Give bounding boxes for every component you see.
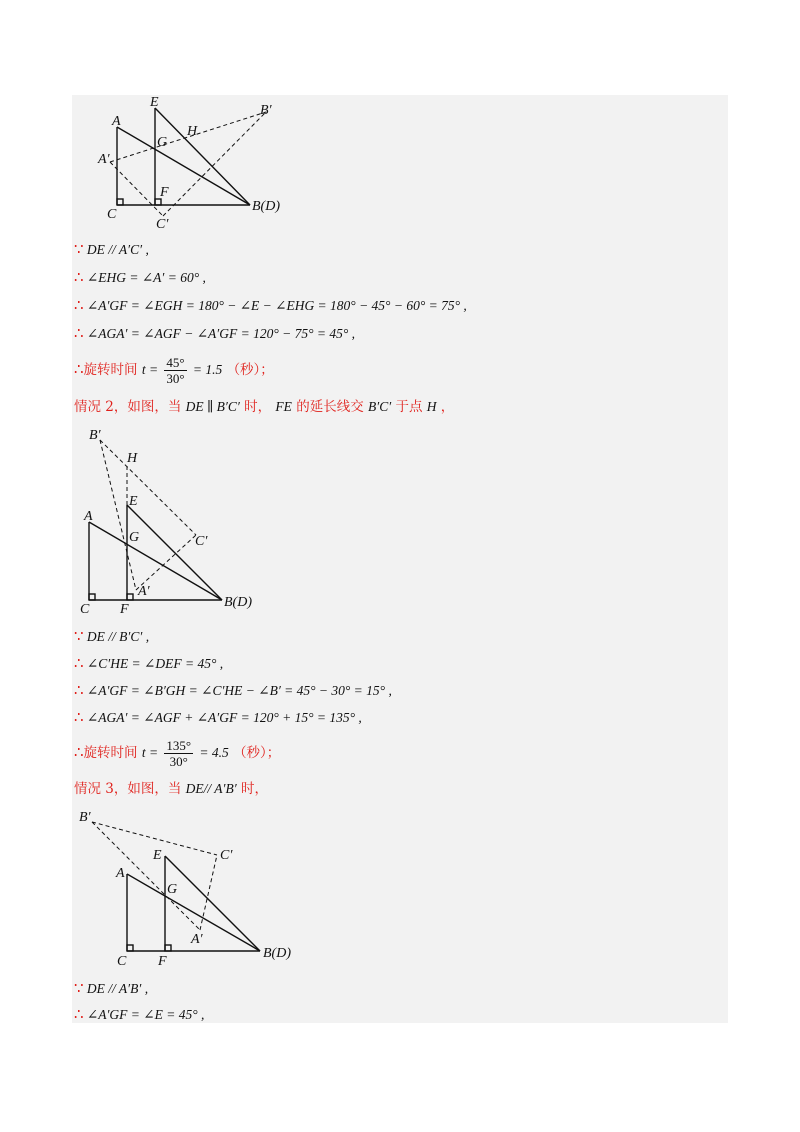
label-A-prime: A′ [191, 932, 203, 947]
label-F: F [158, 954, 167, 969]
label-BD: B(D) [224, 595, 252, 610]
figure-case-2 [78, 425, 268, 615]
label-H: H [187, 124, 198, 139]
fraction: $\frac{135^\circ}{30^\circ}$ [166, 738, 192, 769]
label-G: G [129, 530, 140, 545]
label-A: A [84, 509, 93, 524]
line-8: ∴ ∠A′GF = ∠B′GH = ∠C′HE − ∠B′ = 45° − 30° = 15° , [74, 681, 392, 699]
label-G: G [157, 135, 168, 150]
line-3: ∴ ∠A′GF = ∠EGH = 180° − ∠E − ∠EHG = 180° − 45° − 60° = 75° , [74, 296, 467, 314]
line-11: ∵ DE // A′B′ , [74, 979, 149, 997]
label-H: H [127, 451, 138, 466]
label-A-prime: A′ [138, 584, 150, 599]
line-12: ∴ ∠A′GF = ∠E = 45° , [74, 1005, 205, 1023]
figure-case-1 [90, 95, 300, 230]
label-E: E [153, 848, 162, 863]
label-B-prime: B′ [79, 810, 91, 825]
label-F: F [160, 185, 169, 200]
label-C: C [80, 602, 90, 615]
label-C-prime: C′ [220, 848, 233, 863]
heading-case-3: 情况 3，如图，当 DE// A′B′ 时， [74, 781, 268, 797]
label-B-prime: B′ [89, 428, 101, 443]
label-BD: B(D) [263, 946, 291, 961]
label-BD: B(D) [252, 199, 280, 214]
label-A-prime: A′ [98, 152, 110, 167]
line-2: ∴ ∠EHG = ∠A′ = 60° , [74, 268, 206, 286]
figure-case-3 [76, 805, 296, 970]
label-C-prime: C′ [195, 534, 208, 549]
label-G: G [167, 882, 178, 897]
label-E: E [150, 95, 159, 110]
line-10-rotation-time: ∴旋转时间 t = $\frac{135^\circ}{30^\circ}$ = 4.5 （秒）； [74, 738, 281, 769]
line-5-rotation-time: ∴旋转时间 t = $\frac{45^\circ}{30^\circ}$ = 1.5 （秒）； [74, 355, 274, 386]
line-7: ∴ ∠C′HE = ∠DEF = 45° , [74, 654, 224, 672]
label-E: E [129, 494, 138, 509]
line-9: ∴ ∠AGA′ = ∠AGF + ∠A′GF = 120° + 15° = 135° , [74, 708, 362, 726]
line-4: ∴ ∠AGA′ = ∠AGF − ∠A′GF = 120° − 75° = 45° , [74, 324, 355, 342]
label-C: C [107, 207, 117, 222]
label-A: A [112, 114, 121, 129]
fraction: $\frac{45^\circ}{30^\circ}$ [166, 355, 185, 386]
label-B-prime: B′ [260, 103, 272, 118]
line-1: ∵ DE // A′C′ , [74, 240, 149, 258]
label-A: A [116, 866, 125, 881]
heading-case-2: 情况 2，如图，当 DE ∥ B′C′ 时， FE 的延长线交 B′C′ 于点 H ， [74, 399, 455, 415]
label-C: C [117, 954, 127, 969]
label-C-prime: C′ [156, 217, 169, 230]
label-F: F [120, 602, 129, 615]
line-6: ∵ DE // B′C′ , [74, 627, 150, 645]
